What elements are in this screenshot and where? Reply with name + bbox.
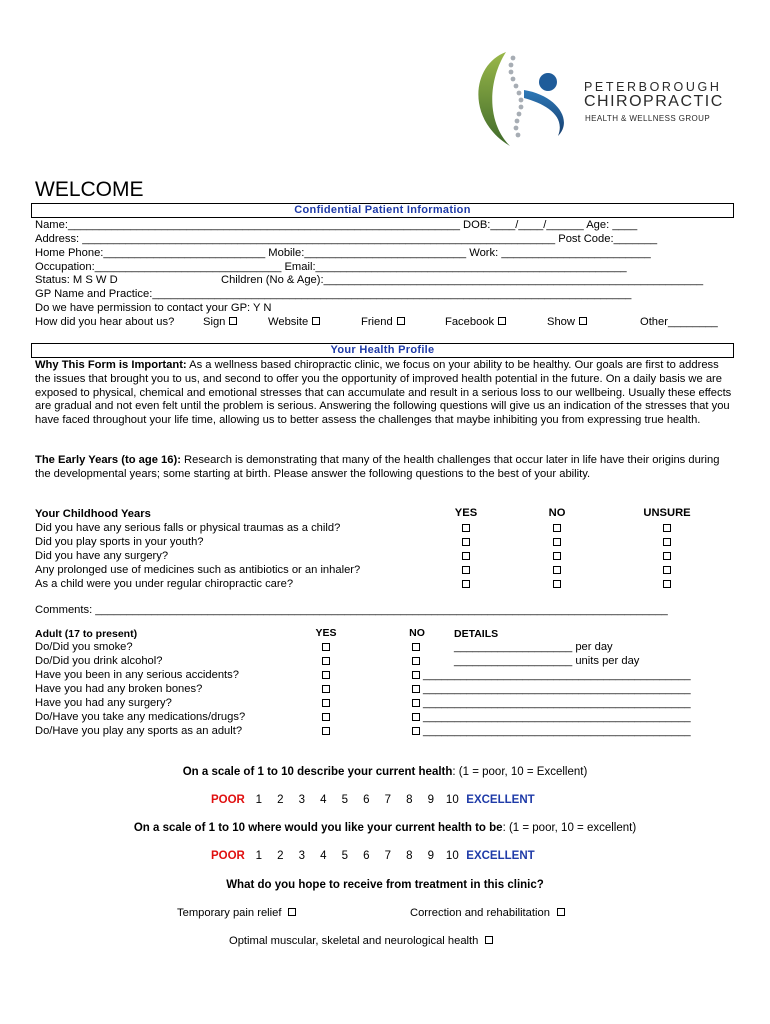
why-paragraph <box>35 359 735 428</box>
hear-option-other[interactable]: Other________ <box>640 316 718 328</box>
adult-yes-checkbox[interactable] <box>322 685 330 693</box>
adult-no-checkbox[interactable] <box>412 727 420 735</box>
checkbox[interactable] <box>397 317 405 325</box>
section-title: Your Health Profile <box>330 344 435 356</box>
childhood-unsure-checkbox[interactable] <box>663 566 671 574</box>
childhood-yes-checkbox[interactable] <box>462 566 470 574</box>
childhood-heading: Your Childhood Years <box>35 508 151 520</box>
adult-details-field[interactable]: ___________________________________________ <box>423 697 691 709</box>
adult-heading: Adult (17 to present) <box>35 628 138 640</box>
scale-number-7[interactable]: 7 <box>384 850 392 862</box>
hear-option-website[interactable]: Website <box>268 315 320 329</box>
adult-no-checkbox[interactable] <box>412 699 420 707</box>
checkbox[interactable] <box>288 908 296 916</box>
scale-number-8[interactable]: 8 <box>406 794 413 806</box>
scale-number-5[interactable]: 5 <box>341 794 349 806</box>
adult-details-field[interactable]: ___________________ per day <box>454 641 613 653</box>
hear-option-friend[interactable]: Friend <box>361 315 405 329</box>
checkbox[interactable] <box>557 908 565 916</box>
adult-no-checkbox[interactable] <box>412 713 420 721</box>
childhood-yes-checkbox[interactable] <box>462 538 470 546</box>
adult-details-field[interactable]: ___________________________________________ <box>423 725 691 737</box>
scale-number-8[interactable]: 8 <box>406 850 413 862</box>
scale1-question: On a scale of 1 to 10 describe your current health: (1 = poor, 10 = Excellent) <box>182 766 588 778</box>
col-unsure: UNSURE <box>643 507 691 519</box>
adult-yes-checkbox[interactable] <box>322 643 330 651</box>
childhood-yes-checkbox[interactable] <box>462 524 470 532</box>
early-years-paragraph <box>35 454 735 482</box>
logo-line2: CHIROPRACTIC <box>584 93 724 110</box>
scale-number-5[interactable]: 5 <box>341 850 349 862</box>
welcome-title: WELCOME <box>35 178 144 201</box>
checkbox[interactable] <box>485 936 493 944</box>
scale-excellent-label: EXCELLENT <box>466 794 535 806</box>
spine-logo-icon <box>466 50 578 148</box>
scale-excellent-label: EXCELLENT <box>466 850 535 862</box>
gp-permission-field[interactable]: Do we have permission to contact your GP: Y N <box>35 302 272 314</box>
adult-question: Have you had any broken bones? <box>35 683 203 695</box>
hope-option-correction[interactable]: Correction and rehabilitation <box>410 906 565 920</box>
hear-option-show[interactable]: Show <box>547 315 587 329</box>
phone-field[interactable]: Home Phone:__________________________ Mobile:__________________________ Work: ________________________ <box>35 247 651 259</box>
childhood-no-checkbox[interactable] <box>553 538 561 546</box>
early-text: Research is demonstrating that many of the health challenges that occur later in life have their origins during the developmental years; some starting at birth. Please answer the following questions to the best of your ability. <box>35 454 720 480</box>
adult-yes-checkbox[interactable] <box>322 699 330 707</box>
adult-question: Do/Have you play any sports as an adult? <box>35 725 243 737</box>
occupation-field[interactable]: Occupation:______________________________ Email:__________________________________________________ <box>35 261 627 273</box>
why-text: As a wellness based chiropractic clinic, we focus on your ability to be healthy. Our goals are first to address the issues that brought you to us, and second to offer you the opportunity of improved health potential in the future. On a daily basis we are exposed to physical, chemical and emotional stresses that can accumulate and result in a serious loss to our wellbeing. Usually these effects are gradual and not even felt until the problem is serious. Answering the following questions will give us an indication of the stresses that you have faced throughout your life time, allowing us to better assess the challenges that maybe inhibiting you from expressing true health. <box>35 359 732 427</box>
adult-yes-checkbox[interactable] <box>322 657 330 665</box>
childhood-question: Any prolonged use of medicines such as antibiotics or an inhaler? <box>35 564 361 576</box>
scale2-question: On a scale of 1 to 10 where would you like your current health to be: (1 = poor, 10 = excellent) <box>133 822 637 834</box>
childhood-unsure-checkbox[interactable] <box>663 524 671 532</box>
adult-col-yes: YES <box>315 627 337 639</box>
adult-question: Do/Did you smoke? <box>35 641 133 653</box>
logo-line3: HEALTH & WELLNESS GROUP <box>585 114 711 123</box>
childhood-question: Did you have any serious falls or physical traumas as a child? <box>35 522 341 534</box>
gp-field[interactable]: GP Name and Practice:_____________________________________________________________________________ <box>35 288 632 300</box>
checkbox[interactable] <box>312 317 320 325</box>
checkbox[interactable] <box>498 317 506 325</box>
childhood-no-checkbox[interactable] <box>553 552 561 560</box>
scale-number-6[interactable]: 6 <box>363 794 370 806</box>
checkbox[interactable] <box>229 317 237 325</box>
scale-poor-label: POOR <box>211 794 245 806</box>
checkbox[interactable] <box>579 317 587 325</box>
children-field[interactable]: Children (No & Age):_____________________________________________________________ <box>221 274 704 286</box>
childhood-no-checkbox[interactable] <box>553 566 561 574</box>
section-title: Confidential Patient Information <box>294 204 471 216</box>
scale-number-3[interactable]: 3 <box>298 794 306 806</box>
childhood-unsure-checkbox[interactable] <box>663 552 671 560</box>
hope-option-temporary[interactable]: Temporary pain relief <box>177 906 296 920</box>
scale1-numbers[interactable] <box>248 794 463 806</box>
adult-yes-checkbox[interactable] <box>322 671 330 679</box>
scale-number-9[interactable]: 9 <box>427 850 435 862</box>
childhood-unsure-checkbox[interactable] <box>663 538 671 546</box>
name-field[interactable]: Name:_______________________________________________________________ DOB:____/____/______ Age: ____ <box>35 219 638 231</box>
scale-number-4[interactable]: 4 <box>320 850 327 862</box>
hope-option-optimal[interactable]: Optimal muscular, skeletal and neurological health <box>229 934 493 948</box>
logo-line1: PETERBOROUGH <box>584 80 722 94</box>
adult-col-no: NO <box>409 627 425 639</box>
scale-number-2[interactable]: 2 <box>277 850 284 862</box>
adult-yes-checkbox[interactable] <box>322 727 330 735</box>
scale1-row[interactable] <box>211 794 535 806</box>
adult-no-checkbox[interactable] <box>412 657 420 665</box>
scale2-row[interactable] <box>211 850 535 862</box>
scale-number-3[interactable]: 3 <box>298 850 306 862</box>
adult-col-details: DETAILS <box>454 628 499 640</box>
hear-option-facebook[interactable]: Facebook <box>445 315 506 329</box>
scale-number-1[interactable]: 1 <box>255 850 263 862</box>
why-heading: Why This Form is Important: <box>35 359 187 371</box>
hope-question: What do you hope to receive from treatment in this clinic? <box>226 879 544 891</box>
adult-details-field[interactable]: ___________________________________________ <box>423 669 691 681</box>
hear-about-label: How did you hear about us? <box>35 316 175 328</box>
scale-number-6[interactable]: 6 <box>363 850 370 862</box>
section-header-health-profile <box>31 343 734 358</box>
childhood-question: Did you have any surgery? <box>35 550 169 562</box>
scale-number-4[interactable]: 4 <box>320 794 327 806</box>
childhood-unsure-checkbox[interactable] <box>663 580 671 588</box>
childhood-yes-checkbox[interactable] <box>462 552 470 560</box>
adult-details-field[interactable]: ___________________ units per day <box>454 655 640 667</box>
childhood-no-checkbox[interactable] <box>553 524 561 532</box>
scale-number-7[interactable]: 7 <box>384 794 392 806</box>
childhood-yes-checkbox[interactable] <box>462 580 470 588</box>
scale-poor-label: POOR <box>211 850 245 862</box>
section-header-patient-info <box>31 203 734 218</box>
hear-option-sign[interactable]: Sign <box>203 315 237 329</box>
scale-number-2[interactable]: 2 <box>277 794 284 806</box>
adult-question: Do/Have you take any medications/drugs? <box>35 711 246 723</box>
adult-details-field[interactable]: ___________________________________________ <box>423 683 691 695</box>
adult-yes-checkbox[interactable] <box>322 713 330 721</box>
adult-question: Have you had any surgery? <box>35 697 172 709</box>
adult-question: Have you been in any serious accidents? <box>35 669 239 681</box>
scale2-numbers[interactable] <box>248 850 463 862</box>
comments-field[interactable]: Comments: ____________________________________________________________________________________________ <box>35 604 668 616</box>
adult-no-checkbox[interactable] <box>412 685 420 693</box>
childhood-question: Did you play sports in your youth? <box>35 536 204 548</box>
adult-no-checkbox[interactable] <box>412 671 420 679</box>
adult-details-field[interactable]: ___________________________________________ <box>423 711 691 723</box>
early-heading: The Early Years (to age 16): <box>35 454 181 466</box>
childhood-no-checkbox[interactable] <box>553 580 561 588</box>
scale-number-10[interactable]: 10 <box>445 794 459 806</box>
address-field[interactable]: Address: ____________________________________________________________________________ Post Code:_______ <box>35 233 658 245</box>
adult-question: Do/Did you drink alcohol? <box>35 655 163 667</box>
status-field[interactable]: Status: M S W D <box>35 274 118 286</box>
childhood-question: As a child were you under regular chiropractic care? <box>35 578 294 590</box>
scale-number-1[interactable]: 1 <box>255 794 263 806</box>
scale-number-9[interactable]: 9 <box>427 794 435 806</box>
col-yes: YES <box>454 507 478 519</box>
adult-no-checkbox[interactable] <box>412 643 420 651</box>
scale-number-10[interactable]: 10 <box>445 850 459 862</box>
col-no: NO <box>548 507 566 519</box>
